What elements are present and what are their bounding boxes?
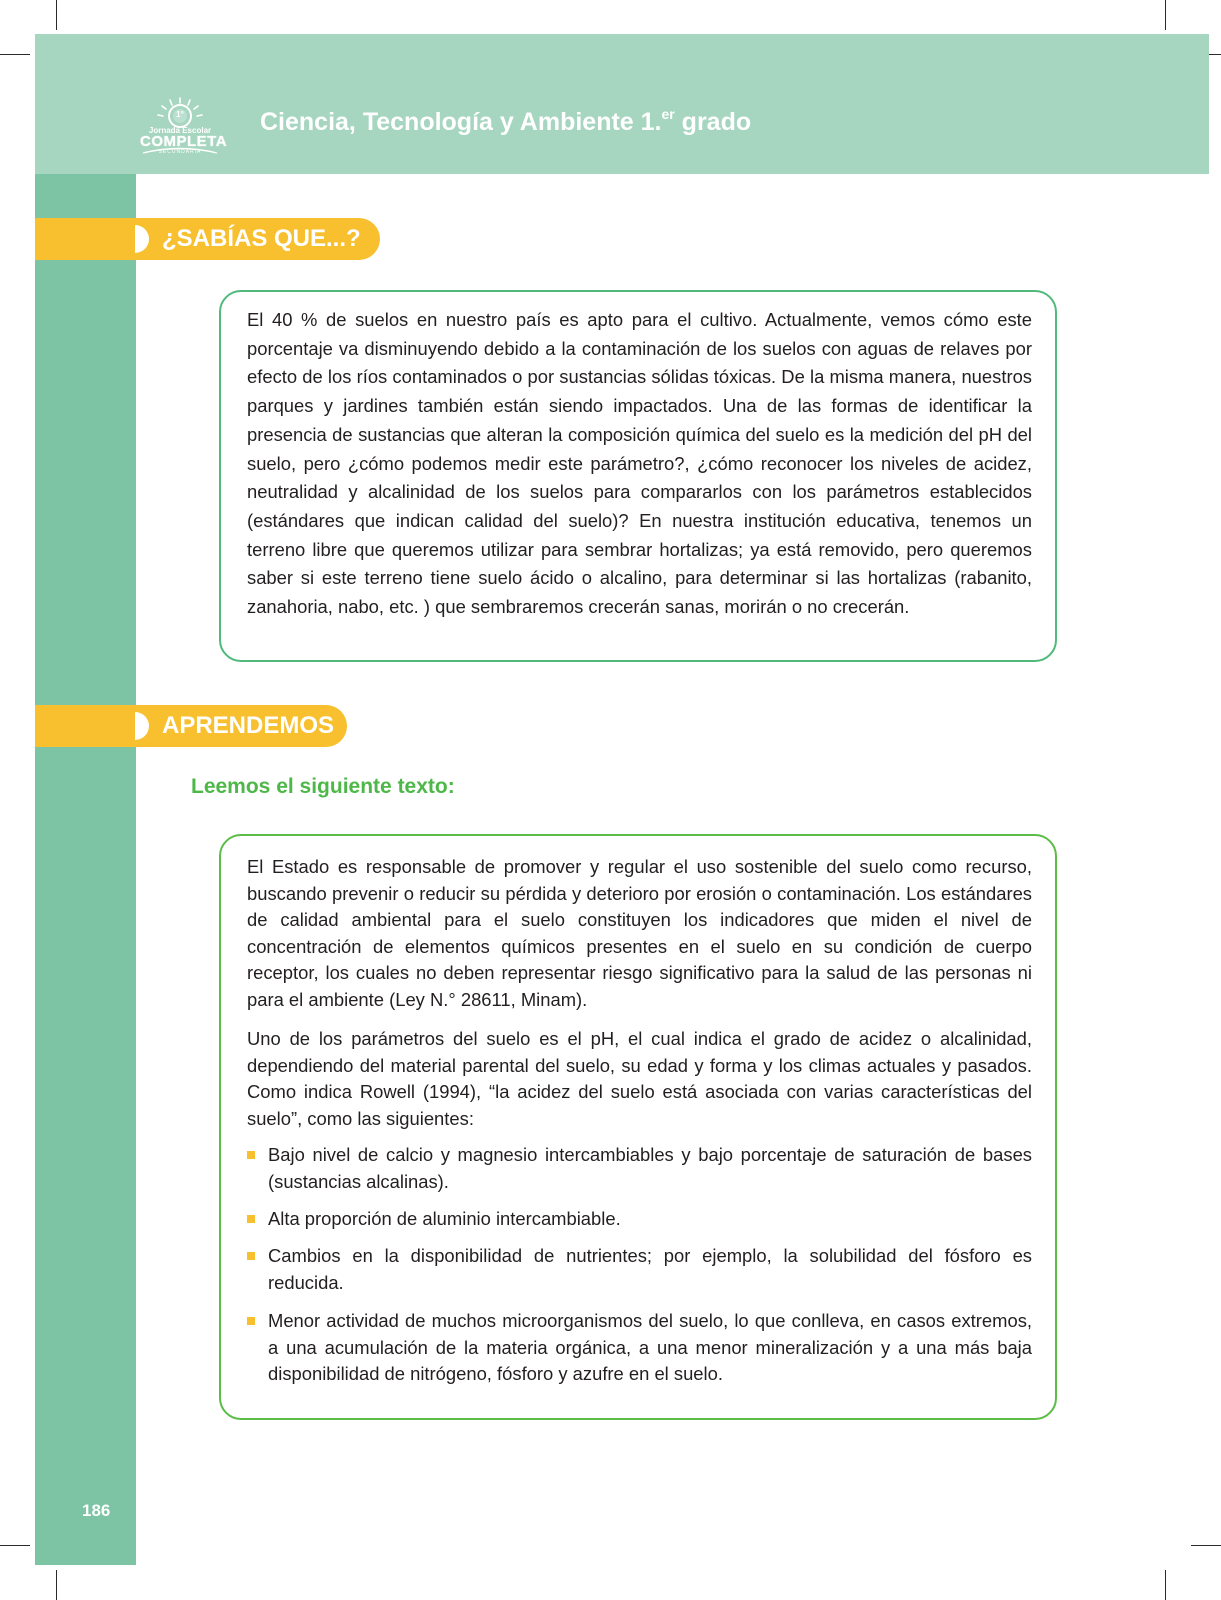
program-logo [140, 96, 228, 156]
page-number: 186 [82, 1501, 111, 1520]
crop-mark [0, 54, 30, 55]
logo-badge: 1° [176, 110, 184, 119]
sabias-que-paragraph: El 40 % de suelos en nuestro país es apto para el cultivo. Actualmente, vemos cómo este porcentaje va disminuyendo debido a la contaminación de los suelos con aguas de relaves por efecto de los ríos contaminados o por sustancias sólidas tóxicas. De la misma manera, nuestros parques y jardines también están siendo impactados. Una de las formas de identificar la presencia de sustancias que alteran la composición química del suelo es la medición del pH del suelo, pero ¿cómo podemos medir este parámetro?, ¿cómo reconocer los niveles de acidez, neutralidad y alcalinidad de los suelos para compararlos con los parámetros establecidos (estándares que indican calidad del suelo)? En nuestra institución educativa, tenemos un terreno libre que queremos utilizar para sembrar hortalizas; ya está removido, pero queremos saber si este terreno tiene suelo ácido o alcalino, para determinar si las hortalizas (rabanito, zanahoria, nabo, etc. ) que sembraremos crecerán sanas, morirán o no crecerán. [247, 309, 1032, 618]
section-tab-sabias-que [35, 218, 380, 260]
crop-mark [0, 1545, 30, 1546]
crop-mark [56, 1570, 57, 1600]
reading-paragraph: El Estado es responsable de promover y regular el uso sostenible del suelo como recurso, buscando prevenir o reducir su pérdida y deterioro por erosión o contaminación. Los estándares de calidad ambiental para el suelo constituyen los indicadores que miden el nivel de concentración de elementos químicos presentes en el suelo en su condición de cuerpo receptor, los cuales no deben representar riesgo significativo para la salud de las personas ni para el ambiente (Ley N.° 28611, Minam). [247, 856, 1032, 1010]
side-band [35, 174, 136, 1565]
reading-paragraph: Uno de los parámetros del suelo es el pH, el cual indica el grado de acidez o alcalinidad, dependiendo del material parental del suelo, su edad y forma y los climas actuales y pasados. Como indica Rowell (1994), “la acidez del suelo está asociada con varias características del suelo”, como las siguientes: [247, 1028, 1032, 1129]
reading-text-box [219, 834, 1057, 1420]
bullet-icon [247, 1317, 255, 1325]
list-item-text: Menor actividad de muchos microorganismos del suelo, lo que conlleva, en casos extremos, a una acumulación de la materia orgánica, a una menor mineralización y a una más baja disponibilidad de nitrógeno, fósforo y azufre en el suelo. [268, 1310, 1032, 1385]
list-item-text: Bajo nivel de calcio y magnesio intercambiables y bajo porcentaje de saturación de bases (sustancias alcalinas). [268, 1144, 1032, 1192]
section-label: ¿SABÍAS QUE...? [162, 225, 361, 252]
logo-subtitle: SECUNDARIA [158, 149, 202, 155]
bullet-icon [247, 1215, 255, 1223]
sabias-que-box [219, 290, 1057, 662]
logo-wordmark: COMPLETA [140, 133, 228, 150]
bullet-icon [247, 1151, 255, 1159]
crop-mark [1165, 1570, 1166, 1600]
section-label: APRENDEMOS [162, 712, 335, 739]
reading-subheading: Leemos el siguiente texto: [191, 775, 455, 798]
crop-mark [56, 0, 57, 30]
list-item-text: Alta proporción de aluminio intercambiable. [268, 1208, 621, 1229]
crop-mark [1165, 0, 1166, 30]
bullet-icon [247, 1252, 255, 1260]
logo-tagline: Jornada Escolar [148, 126, 212, 135]
tab-notch [135, 712, 149, 740]
list-item-text: Cambios en la disponibilidad de nutrientes; por ejemplo, la solubilidad del fósforo es reducida. [268, 1245, 1032, 1293]
section-tab-aprendemos [35, 705, 347, 747]
tab-notch [135, 225, 149, 253]
page-title: Ciencia, Tecnología y Ambiente 1.$^{er}$ grado [260, 106, 752, 136]
crop-mark [1191, 1545, 1221, 1546]
